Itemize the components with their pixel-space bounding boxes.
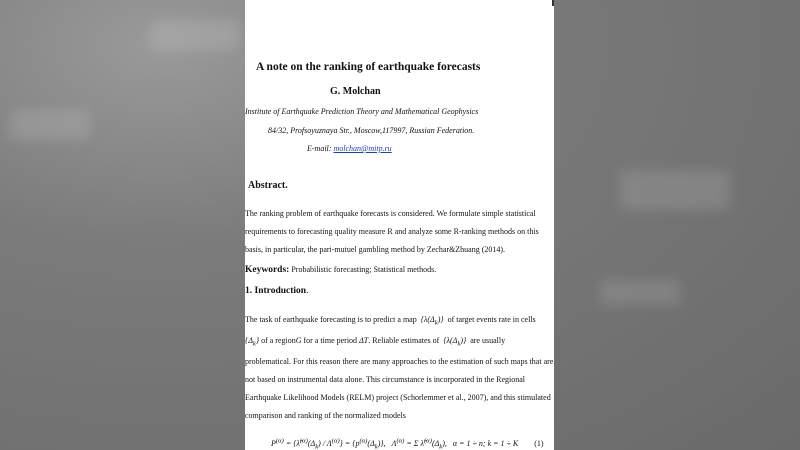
introduction-heading-suffix: . [306, 286, 309, 296]
intro-line-1 [245, 315, 536, 327]
intro-line-2 [245, 336, 505, 348]
introduction-heading [245, 286, 308, 296]
intro-line: problematical. For this reason there are many approaches to the estimation of such maps that are [245, 357, 554, 366]
equation-body: $P^{(\alpha)}$ = $\{\lambdâ^{(\alpha)}(\Delta_k) / \Lambda^{(\alpha)}\} = \{p^{(\alpha)}(\Delta_k)\}$, $\Lambda^{(\alpha)} = \Sigma$ $\lambdâ^{(\alpha)}(\Delta_k)$, α = 1 ÷ n; k = 1 ÷ K [271, 437, 519, 450]
math-region: G [295, 336, 302, 345]
paper-title: A note on the ranking of earthquake forecasts [256, 61, 481, 73]
document-page [245, 0, 554, 450]
equation-1 [271, 437, 544, 450]
email-link[interactable]: molchan@mitp.ru [333, 144, 392, 153]
paper-author: G. Molchan [330, 86, 381, 97]
blurred-background-region [620, 170, 730, 210]
intro-line: comparison and ranking of the normalized models [245, 411, 406, 420]
equation-number: (1) [534, 438, 544, 448]
intro-text: of target events rate in cells [447, 315, 536, 324]
keywords-text: Probabilistic forecasting; Statistical methods. [291, 265, 437, 274]
author-affiliation: Institute of Earthquake Prediction Theory and Mathematical Geophysics [245, 107, 479, 116]
abstract-line: basis, in particular, the pari-mutuel gambling method by Zechar&Zhuang (2014). [245, 245, 506, 254]
blurred-background-region [600, 280, 680, 305]
email-label: E-mail: [307, 144, 332, 153]
math-lambda-map: $\{\lambda(\Delta_k)\}$ [441, 336, 469, 348]
intro-text: of a region [261, 336, 296, 345]
blurred-background-region [150, 20, 240, 50]
abstract-line: The ranking problem of earthquake forecasts is considered. We formulate simple statistical [245, 209, 536, 218]
intro-line: Earthquake Likelihood Models (RELM) project (Schorlemmer et al., 2007), and this stimulated [245, 393, 551, 402]
abstract-heading: Abstract. [248, 180, 288, 191]
intro-text: for a time period [303, 336, 358, 345]
scrollbar-thumb[interactable] [552, 0, 554, 6]
keywords-label: Keywords: [245, 265, 290, 275]
intro-text: . Reliable estimates of [368, 336, 440, 345]
intro-line: not based on instrumental data alone. This circumstance is incorporated in the Regional [245, 375, 525, 384]
author-address: 84/32, Profsoyuznaya Str., Moscow,117997, Russian Federation. [268, 126, 475, 135]
intro-text: are usually [470, 336, 506, 345]
math-time: ΔT [359, 336, 369, 345]
author-email [307, 144, 392, 153]
math-cells: $\{\Delta_k\}$ [245, 336, 260, 348]
blurred-background-region [10, 110, 90, 140]
intro-text: The task of earthquake forecasting is to predict a map [245, 315, 417, 324]
math-lambda-map: $\{\lambda(\Delta_k)\}$ [418, 315, 446, 327]
abstract-line: requirements to forecasting quality measure R and analyze some R-ranking methods on this [245, 227, 539, 236]
keywords [245, 265, 436, 275]
introduction-heading-text: 1. Introduction [245, 286, 307, 296]
